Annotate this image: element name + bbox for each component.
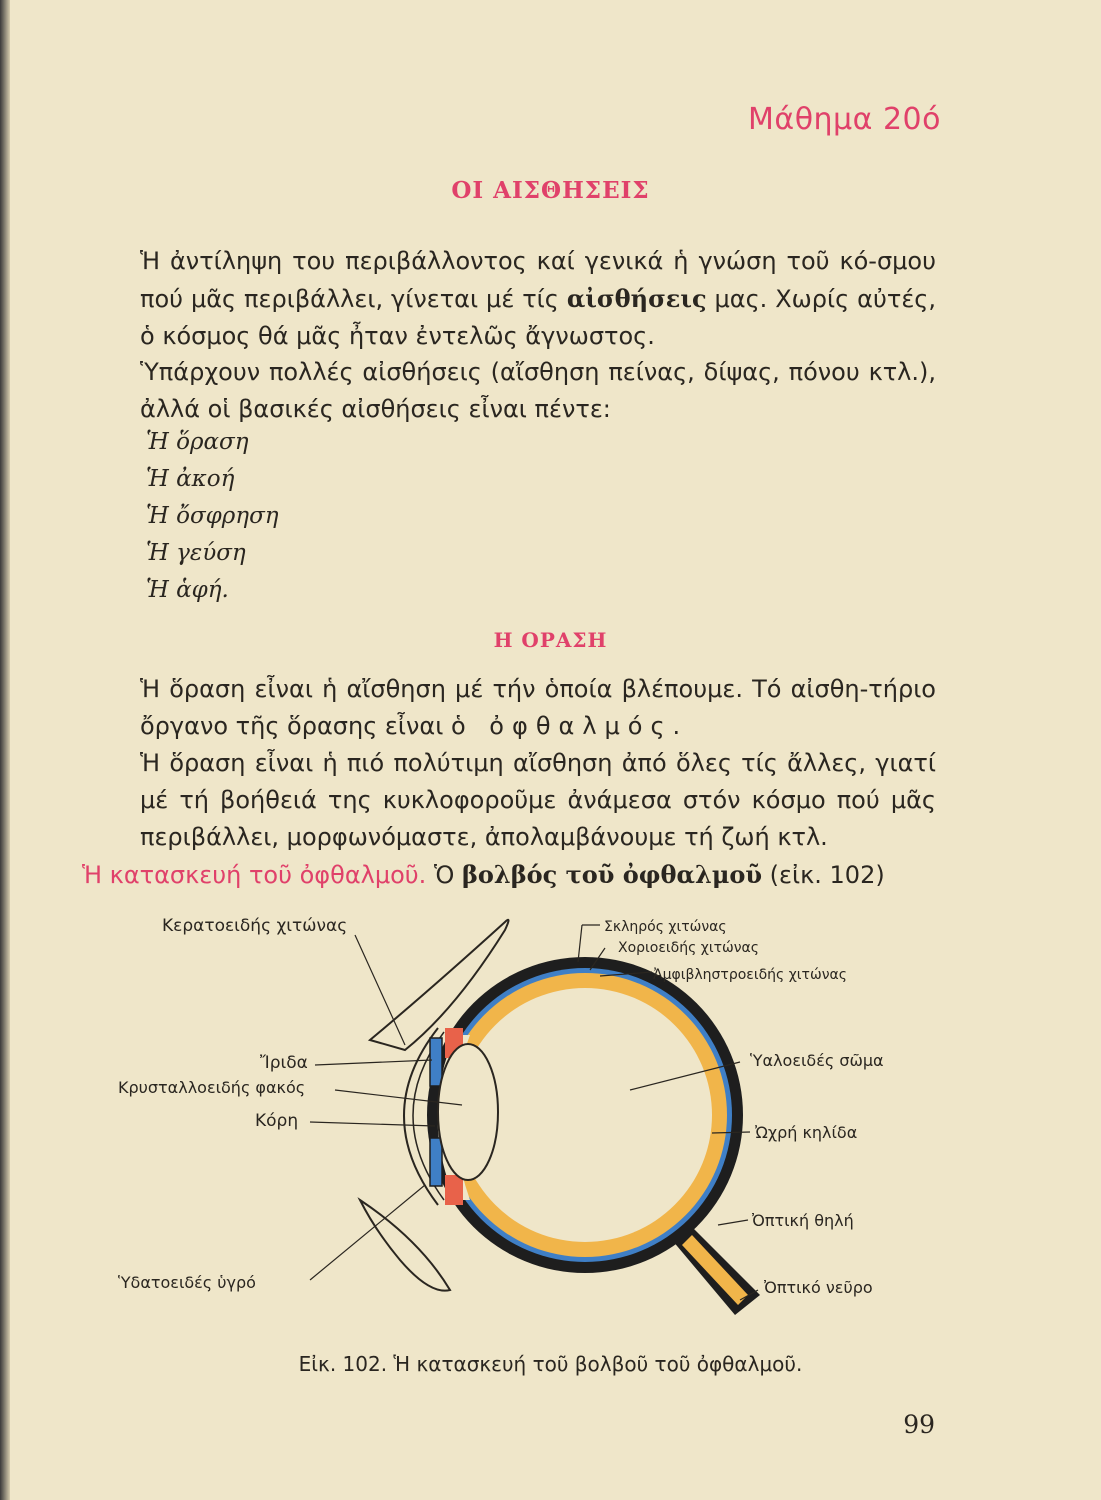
label-macula: Ὠχρή κηλίδα <box>755 1123 858 1142</box>
sense-item-touch: Ἡ ἁφή. <box>146 577 229 603</box>
sense-item-sight: Ἡ ὅραση <box>146 429 249 455</box>
page-number: 99 <box>903 1410 935 1439</box>
intro-text-b: μας. Χωρίς αὐτές, ὁ κόσμος θά μᾶς ἦταν ἐντελῶς ἄγνωστος. <box>140 285 937 350</box>
label-optic-nerve: Ὀπτικό νεῦρο <box>764 1278 873 1297</box>
vision-paragraph-2 <box>82 745 936 856</box>
vision-text-a: Ἡ ὅραση εἶναι ἡ αἴσθηση μέ τήν ὁποία βλέπουμε. Τό αἰσθη-τήριο ὄργανο τῆς ὅρασης εἶναι <box>140 675 936 740</box>
label-choroid: Χοριοειδής χιτώνας <box>618 940 759 956</box>
vision-paragraph-1 <box>82 671 936 745</box>
label-optic-disc: Ὀπτική θηλή <box>752 1211 854 1230</box>
eyeball-term: βολβός τοῦ ὀφθαλμοῦ <box>461 860 763 889</box>
page-title: ΟΙ ΑΙΣΘΗΣΕΙΣ <box>451 177 650 204</box>
structure-heading: Ἡ κατασκευή τοῦ ὀφθαλμοῦ. <box>82 861 427 889</box>
label-aqueous: Ὑδατοειδές ὑγρό <box>118 1273 256 1292</box>
vision-paragraph-1-text <box>82 671 936 745</box>
optic-nerve <box>682 1235 748 1305</box>
iris-lower <box>430 1138 442 1186</box>
vision-paragraph-2-text: Ἡ ὅραση εἶναι ἡ πιό πολύτιμη αἴσθηση ἀπό ὅλες τίς ἄλλες, γιατί μέ τή βοήθειά της κυκλοφοροῦμε ἀνάμεσα στόν κόσμο πού μᾶς περιβάλλει, μορφωνόμαστε, ἀπολαμβάνουμε τή ζωή κτλ. <box>140 749 936 851</box>
intro-text-a: Ἡ ἀντίληψη του περιβάλλοντος καί γενικά ἡ γνώση τοῦ κό-σμου πού μᾶς περιβάλλει, γίνεται μέ τίς <box>140 247 936 313</box>
sense-item-hearing: Ἡ ἀκοή <box>146 466 235 492</box>
label-iris: Ἴριδα <box>260 1053 308 1073</box>
lower-eyelid <box>360 1200 450 1291</box>
iris-upper <box>430 1038 442 1086</box>
label-sclera: Σκληρός χιτώνας <box>604 919 727 935</box>
senses-keyword: αἰσθήσεις <box>566 284 707 313</box>
structure-line <box>82 856 942 894</box>
section-title: Η ΟΡΑΣΗ <box>493 628 608 652</box>
eye-term: ὁ ὀφθαλμός. <box>450 712 689 740</box>
eye-diagram <box>0 900 1101 1350</box>
senses-list <box>146 424 279 609</box>
lesson-number: Μάθημα 20ό <box>748 102 941 137</box>
intro-paragraph-1-text <box>82 243 936 355</box>
label-cornea: Κερατοειδής χιτώνας <box>162 916 348 936</box>
label-vitreous: Ὑαλοειδές σῶμα <box>750 1051 884 1070</box>
sense-item-taste: Ἡ γεύση <box>146 540 246 566</box>
figure-caption: Εἰκ. 102. Ἡ κατασκευή τοῦ βολβοῦ τοῦ ὀφθαλμοῦ. <box>298 1352 803 1376</box>
label-lens: Κρυσταλλοειδής φακός <box>118 1078 306 1097</box>
intro-paragraph-2 <box>82 354 936 428</box>
structure-lead: Ὁ <box>426 861 462 889</box>
intro-paragraph-1 <box>82 243 936 355</box>
sense-item-smell: Ἡ ὄσφρηση <box>146 503 279 529</box>
label-retina: Ἀμφιβληστροειδής χιτώνας <box>653 967 847 983</box>
crystalline-lens <box>438 1044 498 1180</box>
intro-paragraph-2-text: Ὑπάρχουν πολλές αἰσθήσεις (αἴσθηση πείνας, δίψας, πόνου κτλ.), ἀλλά οἱ βασικές αἰσθήσεις εἶναι πέντε: <box>140 358 936 423</box>
ciliary-body-lower <box>445 1175 463 1205</box>
label-pupil: Κόρη <box>255 1111 299 1131</box>
figure-ref: (εἰκ. 102) <box>762 861 885 889</box>
